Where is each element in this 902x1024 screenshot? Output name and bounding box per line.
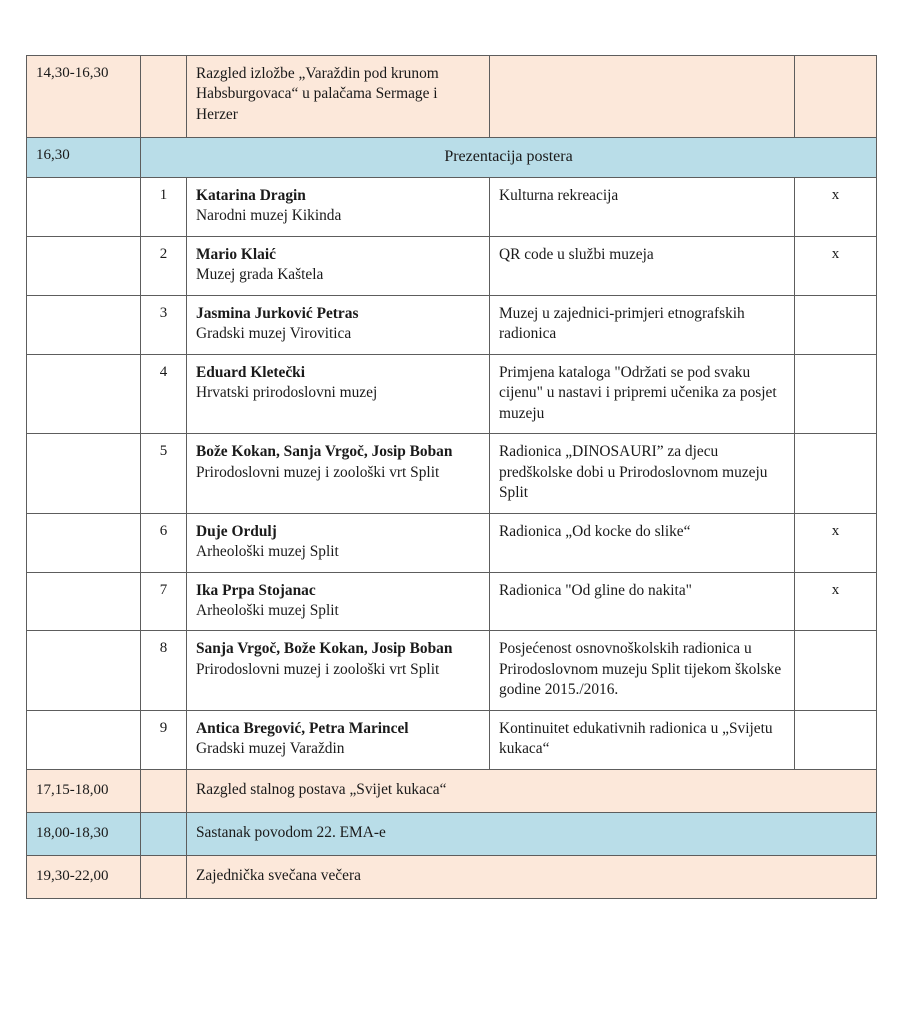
cell-mark: x	[795, 513, 877, 572]
cell-topic	[490, 56, 795, 138]
cell-presenter	[187, 710, 490, 769]
cell-presenter	[187, 631, 490, 710]
cell-topic	[490, 354, 795, 433]
cell-presenter	[187, 177, 490, 236]
cell-time	[27, 177, 141, 236]
cell-topic	[490, 710, 795, 769]
cell-number: 2	[141, 236, 187, 295]
cell-mark	[795, 434, 877, 513]
presenter-name: Eduard Kletečki	[196, 363, 306, 381]
topic-text: Radionica „DINOSAURI” za djecu predškolske dobi u Prirodoslovnom muzeju Split	[499, 443, 768, 502]
cell-presenter	[187, 236, 490, 295]
cell-mark	[795, 631, 877, 710]
cell-number: 5	[141, 434, 187, 513]
table-row-exhibition-tour	[27, 56, 877, 138]
table-row-section-header	[27, 138, 877, 177]
table-row-poster-5	[27, 434, 877, 513]
cell-mark	[795, 295, 877, 354]
cell-time: 17,15-18,00	[27, 769, 141, 812]
cell-time	[27, 513, 141, 572]
topic-text: Radionica "Od gline do nakita"	[499, 581, 692, 599]
cell-topic	[490, 631, 795, 710]
table-row-poster-3	[27, 295, 877, 354]
cell-time: 19,30-22,00	[27, 855, 141, 898]
topic-text: Kontinuitet edukativnih radionica u „Svijetu kukaca“	[499, 719, 773, 758]
cell-time: 18,00-18,30	[27, 812, 141, 855]
cell-number: 4	[141, 354, 187, 433]
table-row-poster-1	[27, 177, 877, 236]
cell-number	[141, 769, 187, 812]
cell-number: 9	[141, 710, 187, 769]
cell-mark: x	[795, 572, 877, 631]
cell-topic	[490, 177, 795, 236]
cell-number: 8	[141, 631, 187, 710]
presenter-name: Sanja Vrgoč, Bože Kokan, Josip Boban	[196, 640, 453, 658]
cell-number	[141, 855, 187, 898]
table-row-poster-2	[27, 236, 877, 295]
presenter-affiliation: Arheološki muzej Split	[196, 601, 339, 619]
cell-presenter	[187, 434, 490, 513]
presenter-affiliation: Narodni muzej Kikinda	[196, 207, 342, 225]
cell-number: 3	[141, 295, 187, 354]
table-row-poster-7	[27, 572, 877, 631]
cell-topic	[490, 295, 795, 354]
schedule-table-body	[27, 56, 877, 899]
schedule-table	[26, 55, 877, 899]
presenter-affiliation: Hrvatski prirodoslovni muzej	[196, 384, 378, 402]
topic-text: Posjećenost osnovnoškolskih radionica u Prirodoslovnom muzeju Split tijekom školske godine 2015./2016.	[499, 640, 782, 699]
cell-time: 14,30-16,30	[27, 56, 141, 138]
presenter-name: Antica Bregović, Petra Marincel	[196, 719, 409, 737]
presenter-affiliation: Gradski muzej Varaždin	[196, 740, 345, 758]
presenter-name: Mario Klaić	[196, 245, 276, 263]
cell-mark: x	[795, 177, 877, 236]
cell-number: 6	[141, 513, 187, 572]
section-title: Prezentacija postera	[141, 138, 877, 177]
topic-text: Radionica „Od kocke do slike“	[499, 522, 691, 540]
presenter-affiliation: Arheološki muzej Split	[196, 543, 339, 561]
table-row-poster-9	[27, 710, 877, 769]
cell-topic	[490, 434, 795, 513]
cell-event-text: Zajednička svečana večera	[187, 855, 877, 898]
cell-presenter	[187, 295, 490, 354]
cell-mark: x	[795, 236, 877, 295]
cell-number	[141, 812, 187, 855]
presenter-name: Bože Kokan, Sanja Vrgoč, Josip Boban	[196, 443, 453, 461]
table-row-poster-8	[27, 631, 877, 710]
table-row-meeting	[27, 812, 877, 855]
cell-topic	[490, 513, 795, 572]
table-row-permanent-exhibit	[27, 769, 877, 812]
cell-event-text: Razgled izložbe „Varaždin pod krunom Habsburgovaca“ u palačama Sermage i Herzer	[187, 56, 490, 138]
cell-topic	[490, 236, 795, 295]
table-row-poster-6	[27, 513, 877, 572]
cell-number: 1	[141, 177, 187, 236]
cell-time	[27, 295, 141, 354]
presenter-affiliation: Prirodoslovni muzej i zoološki vrt Split	[196, 660, 440, 678]
cell-mark	[795, 56, 877, 138]
table-row-poster-4	[27, 354, 877, 433]
cell-presenter	[187, 354, 490, 433]
topic-text: Kulturna rekreacija	[499, 186, 619, 204]
cell-time	[27, 572, 141, 631]
topic-text: Primjena kataloga "Održati se pod svaku cijenu" u nastavi i pripremi učenika za posjet muzeju	[499, 363, 777, 422]
table-row-dinner	[27, 855, 877, 898]
presenter-name: Duje Ordulj	[196, 522, 277, 540]
presenter-affiliation: Gradski muzej Virovitica	[196, 325, 352, 343]
presenter-affiliation: Prirodoslovni muzej i zoološki vrt Split	[196, 463, 440, 481]
presenter-name: Ika Prpa Stojanac	[196, 581, 316, 599]
topic-text: Muzej u zajednici-primjeri etnografskih radionica	[499, 304, 745, 343]
presenter-affiliation: Muzej grada Kaštela	[196, 266, 324, 284]
presenter-name: Katarina Dragin	[196, 186, 306, 204]
cell-presenter	[187, 513, 490, 572]
cell-mark	[795, 354, 877, 433]
cell-event-text: Razgled stalnog postava „Svijet kukaca“	[187, 769, 877, 812]
cell-mark	[795, 710, 877, 769]
cell-time	[27, 710, 141, 769]
cell-time	[27, 434, 141, 513]
cell-time: 16,30	[27, 138, 141, 177]
cell-presenter	[187, 572, 490, 631]
cell-topic	[490, 572, 795, 631]
cell-time	[27, 236, 141, 295]
topic-text: QR code u službi muzeja	[499, 245, 654, 263]
presenter-name: Jasmina Jurković Petras	[196, 304, 359, 322]
cell-event-text: Sastanak povodom 22. EMA-e	[187, 812, 877, 855]
cell-time	[27, 631, 141, 710]
cell-time	[27, 354, 141, 433]
cell-number: 7	[141, 572, 187, 631]
cell-number	[141, 56, 187, 138]
